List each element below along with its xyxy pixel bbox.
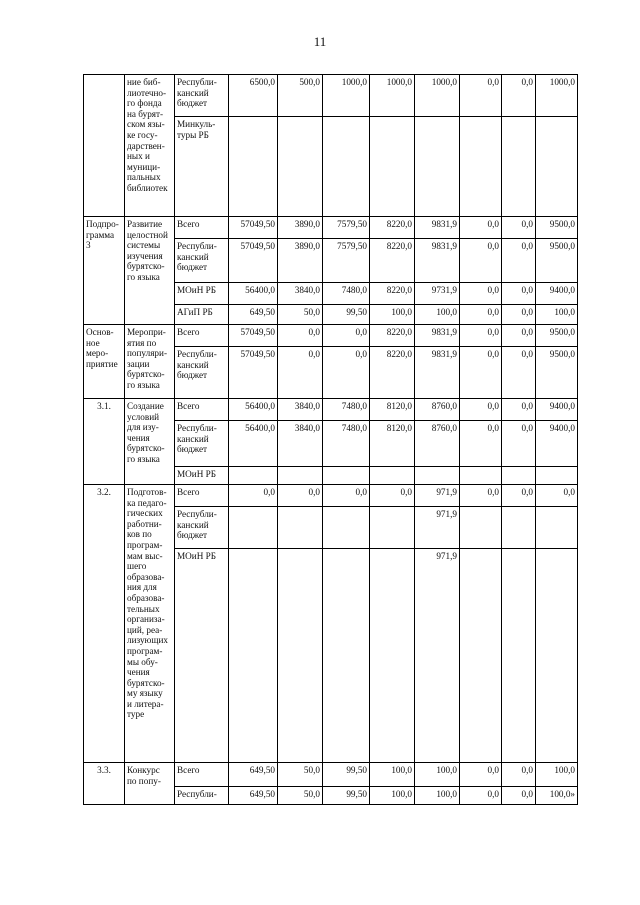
value-cell: 9831,9 xyxy=(415,217,460,239)
value-cell: 0,0 xyxy=(370,485,415,507)
value-cell xyxy=(370,507,415,549)
funding-source-cell: Республи- канский бюджет xyxy=(175,239,229,283)
value-cell: 57049,50 xyxy=(229,239,278,283)
funding-source-cell: Всего xyxy=(175,763,229,787)
value-cell: 8220,0 xyxy=(370,239,415,283)
value-cell: 0,0 xyxy=(278,485,323,507)
value-cell xyxy=(323,507,370,549)
value-cell xyxy=(370,117,415,217)
value-cell: 0,0 xyxy=(460,325,502,347)
value-cell: 0,0 xyxy=(502,305,536,325)
table-row xyxy=(84,399,578,421)
value-cell: 100,0 xyxy=(415,763,460,787)
funding-source-cell: Республи- xyxy=(175,787,229,805)
value-cell: 3840,0 xyxy=(278,421,323,467)
value-cell: 1000,0 xyxy=(536,75,578,117)
value-cell xyxy=(536,467,578,485)
value-cell: 99,50 xyxy=(323,787,370,805)
value-cell: 8220,0 xyxy=(370,283,415,305)
value-cell: 50,0 xyxy=(278,787,323,805)
value-cell xyxy=(229,507,278,549)
funding-source-cell: Всего xyxy=(175,325,229,347)
value-cell xyxy=(536,549,578,763)
value-cell: 7480,0 xyxy=(323,421,370,467)
value-cell xyxy=(323,549,370,763)
value-cell: 100,0» xyxy=(536,787,578,805)
value-cell: 9831,9 xyxy=(415,239,460,283)
value-cell xyxy=(370,549,415,763)
program-name-cell: Конкурс по попу- xyxy=(125,763,175,805)
table-row xyxy=(84,217,578,239)
program-code-cell: Основ- ное меро- приятие xyxy=(84,325,125,399)
program-code-cell xyxy=(84,75,125,217)
value-cell: 9831,9 xyxy=(415,347,460,399)
value-cell xyxy=(415,467,460,485)
value-cell xyxy=(536,507,578,549)
value-cell: 649,50 xyxy=(229,787,278,805)
funding-source-cell: МОиН РБ xyxy=(175,549,229,763)
value-cell: 56400,0 xyxy=(229,399,278,421)
value-cell: 0,0 xyxy=(502,217,536,239)
value-cell: 1000,0 xyxy=(415,75,460,117)
value-cell: 56400,0 xyxy=(229,421,278,467)
value-cell: 0,0 xyxy=(536,485,578,507)
value-cell: 7480,0 xyxy=(323,399,370,421)
value-cell: 8120,0 xyxy=(370,399,415,421)
value-cell: 9400,0 xyxy=(536,283,578,305)
value-cell xyxy=(502,549,536,763)
funding-source-cell: АГиП РБ xyxy=(175,305,229,325)
value-cell: 0,0 xyxy=(460,239,502,283)
value-cell: 8120,0 xyxy=(370,421,415,467)
value-cell: 3840,0 xyxy=(278,399,323,421)
funding-source-cell: Республи- канский бюджет xyxy=(175,421,229,467)
value-cell: 100,0 xyxy=(370,305,415,325)
value-cell: 99,50 xyxy=(323,305,370,325)
value-cell: 7579,50 xyxy=(323,217,370,239)
value-cell: 9831,9 xyxy=(415,325,460,347)
value-cell: 0,0 xyxy=(323,347,370,399)
value-cell xyxy=(415,117,460,217)
value-cell: 57049,50 xyxy=(229,217,278,239)
value-cell: 0,0 xyxy=(502,787,536,805)
value-cell: 0,0 xyxy=(502,399,536,421)
value-cell: 100,0 xyxy=(536,763,578,787)
value-cell: 0,0 xyxy=(323,325,370,347)
value-cell xyxy=(502,467,536,485)
value-cell xyxy=(460,117,502,217)
value-cell: 57049,50 xyxy=(229,325,278,347)
value-cell: 0,0 xyxy=(460,217,502,239)
value-cell: 0,0 xyxy=(502,283,536,305)
value-cell: 0,0 xyxy=(460,399,502,421)
value-cell: 7579,50 xyxy=(323,239,370,283)
value-cell: 7480,0 xyxy=(323,283,370,305)
program-code-cell: 3.3. xyxy=(84,763,125,805)
funding-source-cell: Минкуль- туры РБ xyxy=(175,117,229,217)
value-cell: 99,50 xyxy=(323,763,370,787)
value-cell: 971,9 xyxy=(415,549,460,763)
value-cell: 9500,0 xyxy=(536,347,578,399)
value-cell: 0,0 xyxy=(278,347,323,399)
value-cell xyxy=(278,549,323,763)
value-cell: 0,0 xyxy=(460,485,502,507)
value-cell: 100,0 xyxy=(415,787,460,805)
value-cell: 0,0 xyxy=(460,347,502,399)
value-cell: 9400,0 xyxy=(536,421,578,467)
value-cell xyxy=(460,507,502,549)
funding-source-cell: МОиН РБ xyxy=(175,283,229,305)
value-cell: 0,0 xyxy=(502,347,536,399)
funding-source-cell: Всего xyxy=(175,217,229,239)
budget-table xyxy=(83,74,578,805)
program-name-cell: Меропри- ятия по популяри- зации бурятско- го языка xyxy=(125,325,175,399)
funding-source-cell: МОиН РБ xyxy=(175,467,229,485)
value-cell xyxy=(460,467,502,485)
value-cell: 50,0 xyxy=(278,305,323,325)
value-cell: 8760,0 xyxy=(415,421,460,467)
table-row xyxy=(84,485,578,507)
value-cell: 100,0 xyxy=(370,787,415,805)
value-cell: 0,0 xyxy=(502,421,536,467)
value-cell: 8220,0 xyxy=(370,325,415,347)
value-cell: 8220,0 xyxy=(370,217,415,239)
table-row xyxy=(84,75,578,117)
program-name-cell: Создание условий для изу- чения бурятско- го языка xyxy=(125,399,175,485)
table-row xyxy=(84,763,578,787)
value-cell xyxy=(536,117,578,217)
program-name-cell: Развитие целостной системы изучения бурятско- го языка xyxy=(125,217,175,325)
value-cell: 100,0 xyxy=(370,763,415,787)
table-body xyxy=(84,75,578,805)
value-cell xyxy=(229,117,278,217)
funding-source-cell: Всего xyxy=(175,399,229,421)
value-cell: 1000,0 xyxy=(370,75,415,117)
value-cell: 0,0 xyxy=(278,325,323,347)
value-cell xyxy=(323,467,370,485)
value-cell: 0,0 xyxy=(502,239,536,283)
value-cell: 0,0 xyxy=(502,75,536,117)
value-cell xyxy=(229,467,278,485)
program-code-cell: 3.2. xyxy=(84,485,125,763)
value-cell: 100,0 xyxy=(536,305,578,325)
value-cell: 649,50 xyxy=(229,763,278,787)
value-cell xyxy=(278,507,323,549)
program-name-cell: Подготов- ка педаго- гических работни- ков по програм- мам выс- шего образова- ния для образова- тельных организа- ций, реа- лизующих програм- мы обу- чения бурятско- му языку и литера- туре xyxy=(125,485,175,763)
value-cell: 0,0 xyxy=(460,305,502,325)
value-cell: 3840,0 xyxy=(278,283,323,305)
value-cell: 0,0 xyxy=(502,485,536,507)
value-cell: 57049,50 xyxy=(229,347,278,399)
value-cell: 971,9 xyxy=(415,485,460,507)
value-cell: 0,0 xyxy=(460,75,502,117)
value-cell: 9500,0 xyxy=(536,239,578,283)
value-cell: 0,0 xyxy=(460,283,502,305)
value-cell xyxy=(278,117,323,217)
value-cell: 971,9 xyxy=(415,507,460,549)
value-cell xyxy=(323,117,370,217)
page-number: 11 xyxy=(313,34,327,49)
funding-source-cell: Республи- канский бюджет xyxy=(175,347,229,399)
program-code-cell: 3.1. xyxy=(84,399,125,485)
value-cell xyxy=(502,507,536,549)
value-cell: 649,50 xyxy=(229,305,278,325)
value-cell: 8220,0 xyxy=(370,347,415,399)
program-code-cell: Подпро- грамма 3 xyxy=(84,217,125,325)
value-cell: 500,0 xyxy=(278,75,323,117)
value-cell: 6500,0 xyxy=(229,75,278,117)
value-cell: 0,0 xyxy=(229,485,278,507)
funding-source-cell: Всего xyxy=(175,485,229,507)
value-cell: 9731,9 xyxy=(415,283,460,305)
value-cell: 0,0 xyxy=(460,421,502,467)
value-cell: 8760,0 xyxy=(415,399,460,421)
value-cell: 0,0 xyxy=(323,485,370,507)
value-cell: 9500,0 xyxy=(536,217,578,239)
value-cell: 1000,0 xyxy=(323,75,370,117)
value-cell xyxy=(229,549,278,763)
value-cell xyxy=(278,467,323,485)
funding-source-cell: Республи- канский бюджет xyxy=(175,507,229,549)
value-cell xyxy=(460,549,502,763)
value-cell: 0,0 xyxy=(460,787,502,805)
value-cell: 3890,0 xyxy=(278,239,323,283)
value-cell: 9400,0 xyxy=(536,399,578,421)
value-cell: 0,0 xyxy=(460,763,502,787)
funding-source-cell: Республи- канский бюджет xyxy=(175,75,229,117)
value-cell: 3890,0 xyxy=(278,217,323,239)
value-cell xyxy=(370,467,415,485)
table-row xyxy=(84,325,578,347)
value-cell xyxy=(502,117,536,217)
value-cell: 56400,0 xyxy=(229,283,278,305)
program-name-cell: ние биб- лиотечно- го фонда на бурят- ском язы- ке госу- дарствен- ных и муници- пальных библиотек xyxy=(125,75,175,217)
value-cell: 50,0 xyxy=(278,763,323,787)
value-cell: 100,0 xyxy=(415,305,460,325)
value-cell: 9500,0 xyxy=(536,325,578,347)
value-cell: 0,0 xyxy=(502,763,536,787)
value-cell: 0,0 xyxy=(502,325,536,347)
